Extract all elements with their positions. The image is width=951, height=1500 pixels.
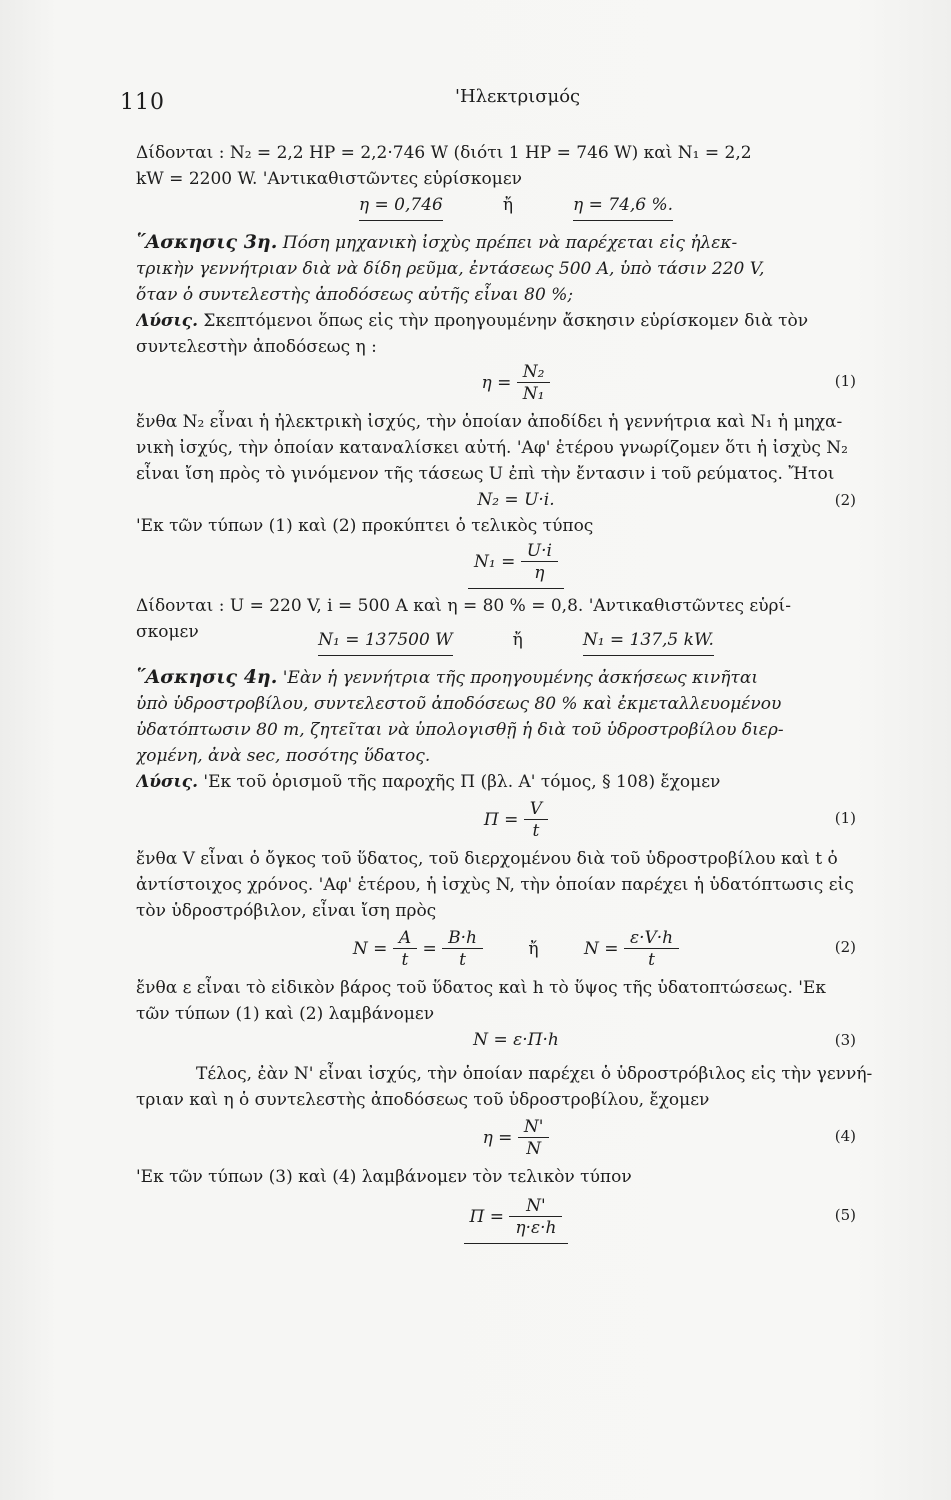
- exercise-3-q1: Πόση μηχανικὴ ἰσχὺς πρέπει νὰ παρέχεται εἰς ἠλεκ-: [277, 233, 738, 253]
- fraction-denominator: t: [532, 821, 540, 841]
- eq-lhs: N =: [352, 939, 388, 959]
- exercise-3-s1: Σκεπτόμενοι ὅπως εἰς τὴν προηγουμένην ἄσκησιν εὑρίσκομεν διὰ τὸν: [198, 311, 809, 331]
- fraction-numerator: V: [524, 799, 548, 820]
- fraction-denominator: η: [534, 563, 545, 583]
- fraction-numerator: U·i: [521, 541, 558, 562]
- given-line-1: Δίδονται : N₂ = 2,2 HP = 2,2·746 W (διότι 1 HP = 746 W) καὶ N₁ = 2,2: [136, 143, 752, 163]
- eq-equals: =: [422, 939, 437, 959]
- result-watts: N₁ = 137500 W: [318, 627, 453, 656]
- fraction: [509, 1196, 562, 1239]
- or-word: ἤ: [502, 195, 514, 215]
- equation-power: [136, 487, 896, 513]
- exercise-3-solution-line-3: ἔνθα N₂ εἶναι ἡ ἠλεκτρικὴ ἰσχύς, τὴν ὁποίαν ἀποδίδει ἡ γεννήτρια καὶ N₁ ἡ μηχα-: [136, 412, 843, 432]
- exercise-4-question-line-2: ὑπὸ ὑδροστροβίλου, συντελεστοῦ ἀποδόσεως 80 % καὶ ἐκμεταλλευομένου: [136, 694, 782, 714]
- exercise-4-s1: 'Εκ τοῦ ὁρισμοῦ τῆς παροχῆς Π (βλ. Α' τόμος, § 108) ἔχομεν: [198, 772, 721, 792]
- page-body: [136, 140, 896, 1244]
- final-formula: [468, 541, 564, 589]
- equation-final-flow: [136, 1196, 896, 1244]
- eq-lhs: Π =: [469, 1207, 504, 1227]
- exercise-3-solution-line-4: νικὴ ἰσχύς, τὴν ὁποίαν καταναλίσκει αὐτή. 'Αφ' ἑτέρου γνωρίζομεν ὅτι ἡ ἰσχὺς N₂: [136, 438, 848, 458]
- exercise-4-solution-line-4: τὸν ὑδροστρόβιλον, εἶναι ἴση πρὸς: [136, 901, 437, 921]
- equation-number: (2): [834, 491, 856, 509]
- solution-label: Λύσις.: [136, 311, 199, 331]
- exercise-4-solution-line-2: ἔνθα V εἶναι ὁ ὄγκος τοῦ ὕδατος, τοῦ διερχομένου διὰ τοῦ ὑδροστροβίλου καὶ t ὁ: [136, 849, 838, 869]
- exercise-3-title: ῞Ασκησις 3η.: [136, 231, 278, 253]
- fraction-numerator: N': [518, 1117, 550, 1138]
- exercise-4-title: ῞Ασκησις 4η.: [136, 666, 278, 688]
- eq-lhs: η =: [482, 1128, 513, 1148]
- exercise-3-solution-line-5: εἶναι ἴση πρὸς τὸ γινόμενον τῆς τάσεως U ἐπὶ τὴν ἔντασιν i τοῦ ρεύματος. Ἤτοι: [136, 464, 835, 484]
- exercise-4-q1: 'Εὰν ἡ γεννήτρια τῆς προηγουμένης ἀσκήσεως κινῆται: [277, 668, 758, 688]
- exercise-4-solution-line-1: [136, 769, 896, 795]
- exercise-4-solution-line-6: τῶν τύπων (1) καὶ (2) λαμβάνομεν: [136, 1004, 435, 1024]
- eq-lhs: Π =: [483, 810, 519, 830]
- equation-number: (2): [834, 938, 856, 956]
- equation-efficiency: [136, 362, 896, 405]
- page-number: 110: [120, 90, 165, 115]
- result-decimal: η = 0,746: [359, 192, 443, 221]
- final-formula: [464, 1196, 569, 1244]
- exercise-4-solution-line-8: τριαν καὶ η ὁ συντελεστὴς ἀποδόσεως τοῦ ὑδροστροβίλου, ἔχομεν: [136, 1090, 710, 1110]
- exercise-4-solution-line-3: ἀντίστοιχος χρόνος. 'Αφ' ἑτέρου, ἡ ἰσχὺς N, τὴν ὁποίαν παρέχει ἡ ὑδατόπτωσις εἰς: [136, 875, 854, 895]
- eq-body: N = ε·Π·h: [473, 1030, 559, 1050]
- equation-number: (1): [834, 372, 856, 390]
- given-line-2: kW = 2200 W. 'Αντικαθιστῶντες εὑρίσκομεν: [136, 169, 522, 189]
- fraction-denominator: t: [648, 950, 655, 970]
- fraction: [524, 799, 548, 842]
- page-header: [120, 82, 840, 115]
- exercise-3-question-line-3: ὅταν ὁ συντελεστὴς ἀποδόσεως αὐτῆς εἶναι 80 %;: [136, 285, 574, 305]
- equation-power-flow: [136, 1027, 896, 1053]
- eq-lhs: N =: [584, 939, 619, 959]
- exercise-4-question-line-4: χομένη, ἀνὰ sec, ποσότης ὕδατος.: [136, 746, 431, 766]
- solution-label: Λύσις.: [136, 772, 199, 792]
- result-kilowatts: N₁ = 137,5 kW.: [583, 627, 714, 656]
- exercise-4-solution-line-5: ἔνθα ε εἶναι τὸ εἰδικὸν βάρος τοῦ ὕδατος καὶ h τὸ ὕψος τῆς ὑδατοπτώσεως. 'Εκ: [136, 978, 826, 998]
- fraction-numerator: A: [393, 928, 417, 949]
- exercise-4: [136, 664, 896, 1244]
- fraction-denominator: t: [459, 950, 466, 970]
- exercise-4-question-line-1: [136, 664, 896, 691]
- eq-lhs: η =: [481, 373, 512, 393]
- equation-number: (1): [834, 809, 856, 827]
- fraction-numerator: ε·V·h: [624, 928, 679, 949]
- exercise-3-question-line-1: [136, 229, 896, 256]
- exercise-3-solution-line-1: [136, 308, 896, 334]
- fraction-denominator: N₁: [522, 384, 545, 404]
- exercise-3-solution-line-6: 'Εκ τῶν τύπων (1) καὶ (2) προκύπτει ὁ τελικὸς τύπος: [136, 516, 594, 536]
- equation-number: (4): [834, 1127, 856, 1145]
- equation-flow: [136, 799, 896, 842]
- fraction: [442, 928, 483, 971]
- fraction: [624, 928, 679, 971]
- result-percent: η = 74,6 %.: [573, 192, 673, 221]
- fraction: [393, 928, 417, 971]
- equation-turbine-efficiency: [136, 1117, 896, 1160]
- fraction: [518, 1117, 550, 1160]
- equation-hydro-power: [136, 928, 896, 971]
- exercise-3-solution-line-2: συντελεστὴν ἀποδόσεως η :: [136, 337, 377, 357]
- running-title: 'Ηλεκτρισμός: [455, 86, 581, 107]
- equation-final: [136, 541, 896, 589]
- fraction-denominator: η·ε·h: [515, 1218, 557, 1238]
- efficiency-result: [136, 192, 896, 221]
- or-word: ἤ: [528, 939, 539, 959]
- fraction-denominator: N: [526, 1139, 542, 1159]
- exercise-4-solution-line-9: 'Εκ τῶν τύπων (3) καὶ (4) λαμβάνομεν τὸν τελικὸν τύπον: [136, 1167, 632, 1187]
- exercise-3-solution-line-8: σκομεν: [136, 622, 199, 642]
- fraction-numerator: N': [509, 1196, 562, 1217]
- fraction-numerator: B·h: [442, 928, 483, 949]
- or-word: ἤ: [512, 630, 523, 650]
- exercise-4-question-line-3: ὑδατόπτωσιν 80 m, ζητεῖται νὰ ὑπολογισθῇ ἡ διὰ τοῦ ὑδροστροβίλου διερ-: [136, 720, 784, 740]
- equation-number: (3): [834, 1031, 856, 1049]
- fraction: [517, 362, 551, 405]
- exercise-3-solution-line-7: Δίδονται : U = 220 V, i = 500 A καὶ η = 80 % = 0,8. 'Αντικαθιστῶντες εὑρί-: [136, 596, 791, 616]
- equation-number: (5): [834, 1206, 856, 1224]
- eq-lhs: N₁ =: [474, 552, 516, 572]
- power-result: [136, 627, 896, 656]
- exercise-4-solution-line-7: Τέλος, ἐὰν N' εἶναι ἰσχύς, τὴν ὁποίαν παρέχει ὁ ὑδροστρόβιλος εἰς τὴν γεννή-: [196, 1064, 873, 1084]
- fraction-numerator: N₂: [517, 362, 551, 383]
- eq-body: N₂ = U·i.: [477, 490, 555, 510]
- exercise-3: [136, 229, 896, 656]
- fraction-denominator: t: [401, 950, 409, 970]
- exercise-3-question-line-2: τρικὴν γεννήτριαν διὰ νὰ δίδη ρεῦμα, ἐντάσεως 500 A, ὑπὸ τάσιν 220 V,: [136, 259, 765, 279]
- fraction: [521, 541, 558, 584]
